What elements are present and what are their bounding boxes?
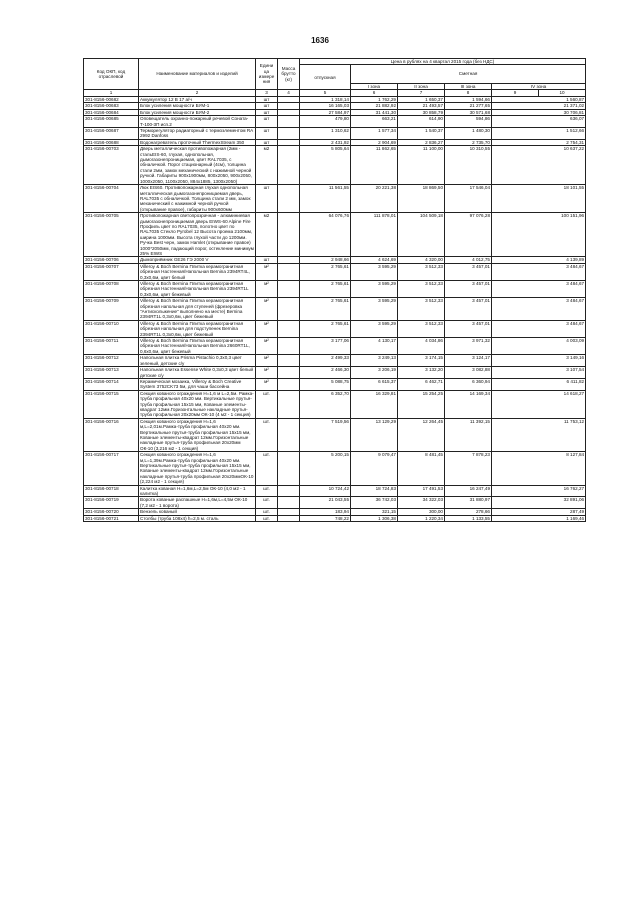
table-row	[84, 452, 586, 485]
row-zone-1-price: 663,21	[351, 116, 398, 128]
row-zone-4-price: 1 512,66	[492, 128, 586, 140]
column-number: 5	[300, 90, 351, 97]
row-zone-3-price: 1 594,66	[445, 97, 492, 103]
row-code: 301-8156-00717	[84, 452, 139, 485]
row-release-price: 183,94	[300, 509, 351, 515]
row-release-price: 5 805,64	[300, 146, 351, 185]
row-code: 301-8156-00707	[84, 263, 139, 280]
row-zone-1-price: 1 306,38	[351, 515, 398, 521]
row-unit: шт.	[256, 509, 278, 515]
row-zone-3-price: 594,86	[445, 116, 492, 128]
row-release-price: 27 584,97	[300, 109, 351, 115]
row-mass	[278, 263, 300, 280]
row-release-price: 748,22	[300, 515, 351, 521]
table-row	[84, 116, 586, 128]
row-zone-4-price: 1 560,87	[492, 97, 586, 103]
table-row	[84, 320, 586, 337]
row-name: Терморегулятор радиаторный с термоэлементом RA 2992 Danfoss	[139, 128, 256, 140]
row-unit: шт	[256, 185, 278, 213]
row-mass	[278, 378, 300, 390]
row-release-price: 7 519,56	[300, 418, 351, 451]
row-zone-1-price: 4 130,17	[351, 338, 398, 355]
row-zone-2-price: 614,90	[398, 116, 445, 128]
header-name: Наименование материалов и изделий	[139, 59, 256, 90]
row-code: 301-8156-00714	[84, 378, 139, 390]
row-zone-1-price: 3 595,29	[351, 281, 398, 298]
row-zone-4-price: 18 101,55	[492, 185, 586, 213]
row-zone-1-price: 18 724,83	[351, 485, 398, 497]
row-unit: м²	[256, 298, 278, 321]
row-zone-2-price: 11 100,00	[398, 146, 445, 185]
row-zone-2-price: 104 509,18	[398, 213, 445, 257]
table-row	[84, 338, 586, 355]
row-unit: шт	[256, 97, 278, 103]
row-zone-1-price: 9 079,47	[351, 452, 398, 485]
column-number-row	[84, 90, 586, 97]
row-zone-3-price: 278,66	[445, 509, 492, 515]
row-unit: шт	[256, 116, 278, 128]
row-name: Секция кованого ограждения Н=1,6 м,L=2,01м.Рамка-труба профильная 40х20 мм. Вертикальные прутья-труба профильная 15х15 мм, Кованые элементы-квадрат 12мм.Горизонтальные накладные прутья-труба профильная 20х20мм ОК-10 (3,216 м2 - 1 секция)	[139, 418, 256, 451]
row-zone-2-price: 34 322,03	[398, 497, 445, 509]
row-unit: шт.	[256, 452, 278, 485]
row-code: 301-8156-00721	[84, 515, 139, 521]
row-zone-4-price: 287,49	[492, 509, 586, 515]
row-code: 301-8156-00720	[84, 509, 139, 515]
row-zone-3-price: 3 124,17	[445, 355, 492, 367]
row-unit: шт	[256, 257, 278, 263]
row-release-price: 2 765,61	[300, 320, 351, 337]
row-code: 301-8156-00688	[84, 139, 139, 145]
row-zone-4-price: 10 637,22	[492, 146, 586, 185]
row-zone-3-price: 3 457,01	[445, 298, 492, 321]
row-zone-2-price: 6 462,71	[398, 378, 445, 390]
header-zone-2: II зона	[398, 83, 445, 89]
row-zone-2-price: 1 540,37	[398, 128, 445, 140]
row-zone-3-price: 4 012,75	[445, 257, 492, 263]
row-zone-3-price: 97 076,28	[445, 213, 492, 257]
row-zone-1-price: 3 595,29	[351, 298, 398, 321]
row-unit: шт.	[256, 515, 278, 521]
header-mass: Масса брутто (кг)	[278, 59, 300, 90]
row-zone-1-price: 31 441,30	[351, 109, 398, 115]
column-number: 7	[398, 90, 445, 97]
row-mass	[278, 497, 300, 509]
row-mass	[278, 146, 300, 185]
column-number: 6	[351, 90, 398, 97]
row-unit: шт.	[256, 418, 278, 451]
row-mass	[278, 281, 300, 298]
column-number: 9	[492, 90, 539, 97]
row-zone-3-price: 3 082,88	[445, 367, 492, 379]
row-zone-3-price: 31 880,97	[445, 497, 492, 509]
row-zone-4-price: 2 754,31	[492, 139, 586, 145]
row-release-price: 479,80	[300, 116, 351, 128]
row-zone-4-price: 1 169,46	[492, 515, 586, 521]
row-zone-4-price: 4 003,09	[492, 338, 586, 355]
row-zone-3-price: 1 133,55	[445, 515, 492, 521]
row-mass	[278, 320, 300, 337]
table-row	[84, 418, 586, 451]
row-name: Вензель кованый	[139, 509, 256, 515]
row-release-price: 2 765,61	[300, 298, 351, 321]
row-name: Напольная плитка Essense White 0,3х0,3 цвет белый детские с/у	[139, 367, 256, 379]
row-code: 301-8156-00708	[84, 281, 139, 298]
row-zone-1-price: 3 249,13	[351, 355, 398, 367]
row-zone-2-price: 4 034,86	[398, 338, 445, 355]
row-code: 301-8156-00716	[84, 418, 139, 451]
row-zone-2-price: 3 132,20	[398, 367, 445, 379]
row-name: Калитка кованая Н=1,6м,L=2,5м ОК-10 (4,0 м2 - 1 калитка)	[139, 485, 256, 497]
row-zone-1-price: 321,15	[351, 509, 398, 515]
column-number: 1	[84, 90, 139, 97]
row-name: Столбы (труба 108х4) h=2,5 м. сталь	[139, 515, 256, 521]
row-mass	[278, 515, 300, 521]
header-zone-4: IV зона	[492, 83, 586, 89]
row-name: Villeroy & Boch Bernina Плитка керамогранитная обрезная напольная для ступеней (фрезеровка "Антискольжение" выполнено на месте) Bernina 2394RT1L 0,3х0,6м, цвет бежевый	[139, 298, 256, 321]
row-zone-4-price: 100 151,96	[492, 213, 586, 257]
row-mass	[278, 213, 300, 257]
column-number: 2	[139, 90, 256, 97]
row-zone-4-price: 16 762,27	[492, 485, 586, 497]
row-code: 301-8156-00687	[84, 128, 139, 140]
table-row	[84, 378, 586, 390]
row-zone-2-price: 17 491,53	[398, 485, 445, 497]
row-code: 301-8156-00709	[84, 298, 139, 321]
row-zone-3-price: 16 247,49	[445, 485, 492, 497]
row-zone-3-price: 14 169,34	[445, 390, 492, 418]
row-zone-3-price: 3 457,01	[445, 263, 492, 280]
row-zone-1-price: 2 904,69	[351, 139, 398, 145]
header-zone-3: III зона	[445, 83, 492, 89]
column-number: 3	[256, 90, 278, 97]
table-row	[84, 485, 586, 497]
row-zone-1-price: 3 595,29	[351, 263, 398, 280]
row-name: Ворота кованые распашные Н=1,6м,L=4,5м ОК-10 (7,2 м2 - 1 ворота)	[139, 497, 256, 509]
row-mass	[278, 485, 300, 497]
row-mass	[278, 128, 300, 140]
row-zone-2-price: 3 512,33	[398, 320, 445, 337]
row-unit: шт	[256, 103, 278, 109]
row-name: Villeroy & Boch Bernina Плитка керамогранитная обрезная напольная для подступенек Bernina 2394RT1L 0,3х0,6м, цвет бежевый	[139, 320, 256, 337]
row-code: 301-8156-00710	[84, 320, 139, 337]
row-release-price: 2 466,30	[300, 367, 351, 379]
page-number: 1636	[311, 36, 329, 45]
row-code: 301-8156-00715	[84, 390, 139, 418]
row-unit: шт.	[256, 485, 278, 497]
table-row	[84, 515, 586, 521]
row-zone-3-price: 10 310,55	[445, 146, 492, 185]
row-zone-3-price: 3 971,32	[445, 338, 492, 355]
table-row	[84, 298, 586, 321]
row-name: Секция кованого ограждения Н=1,6 м L=2,5м. Рамка-труба профильная 40х20 мм. Вертикальные прутья-труба профильная 15х15 мм, Кованые элементы-квадрат 12мм.Горизонтальные накладные прутья-труба профильная 20х20мм ОК-10 (4 м2 - 1 секция)	[140, 390, 254, 418]
row-zone-3-price: 30 571,68	[445, 109, 492, 115]
row-code: 301-8156-00711	[84, 338, 139, 355]
row-code: 301-8156-00684	[84, 109, 139, 115]
row-zone-4-price: 636,07	[492, 116, 586, 128]
row-zone-4-price: 3 484,67	[492, 320, 586, 337]
row-release-price: 6 352,70	[300, 390, 351, 418]
row-name: Напольная плитка Prisma Pistachio 0,3х0,3 цвет зеленый, детские с/у	[139, 355, 256, 367]
row-zone-2-price: 30 858,79	[398, 109, 445, 115]
row-zone-2-price: 12 264,45	[398, 418, 445, 451]
row-zone-4-price: 14 618,27	[492, 390, 586, 418]
row-zone-4-price: 30 706,81	[492, 109, 586, 115]
row-release-price: 10 724,42	[300, 485, 351, 497]
row-zone-3-price: 1 480,30	[445, 128, 492, 140]
row-zone-4-price: 3 149,16	[492, 355, 586, 367]
row-zone-2-price: 8 481,45	[398, 452, 445, 485]
table-row	[84, 390, 586, 418]
row-zone-3-price: 7 878,23	[445, 452, 492, 485]
header-price-group: Цена в рублях на 4 квартал 2015 года (без НДС)	[300, 59, 586, 65]
row-zone-3-price: 3 457,01	[445, 320, 492, 337]
column-number: 8	[445, 90, 492, 97]
row-unit: шт	[256, 128, 278, 140]
row-zone-2-price: 18 869,50	[398, 185, 445, 213]
column-number: 4	[278, 90, 300, 97]
header-unit: Едини ца измере ния	[256, 59, 278, 90]
row-zone-1-price: 3 595,29	[351, 320, 398, 337]
row-zone-4-price: 11 753,12	[492, 418, 586, 451]
row-zone-2-price: 300,00	[398, 509, 445, 515]
row-unit: м²	[256, 338, 278, 355]
row-zone-1-price: 36 742,03	[351, 497, 398, 509]
row-unit: шт.	[256, 390, 278, 418]
row-name: Дверь металлическая противопожарная (2мм - стальEIS-60, глухая, однопольная, дымогазонепроницаемая, цвет RAL7035, с обналичкой. Порог стационарный (4см), толщина стали 2мм, замок механический с нажимной черной ручкой. Габариты 900х1900мм, 800х2050, 900х2050, 1000х2050, 1100х2050, 884х1885, 1300х2050)	[139, 146, 256, 185]
row-zone-2-price: 3 174,15	[398, 355, 445, 367]
table-row	[84, 146, 586, 185]
row-release-price: 1 310,62	[300, 128, 351, 140]
row-zone-2-price: 3 512,33	[398, 263, 445, 280]
row-release-price: 1 318,14	[300, 97, 351, 103]
row-zone-3-price: 6 360,94	[445, 378, 492, 390]
row-name: Секция кованого ограждения Н=1,6 м,L=1,39м.Рамка-труба профильная 40х20 мм. Вертикальные прутья-труба профильная 15х15 мм, Кованые элементы-квадрат 12мм.Горизонтальные накладные прутья-труба профильная 20х20ммОК-10 (2,224 м2 - 1 секция)	[139, 452, 256, 485]
row-unit: м2	[256, 213, 278, 257]
row-name: Водонагреватель проточный ThermexStream 350	[139, 139, 256, 145]
row-release-price: 2 431,92	[300, 139, 351, 145]
row-zone-4-price: 4 139,89	[492, 257, 586, 263]
row-code: 301-8156-00718	[84, 485, 139, 497]
row-zone-1-price: 6 615,37	[351, 378, 398, 390]
row-zone-2-price: 21 493,57	[398, 103, 445, 109]
row-zone-4-price: 3 484,67	[492, 281, 586, 298]
row-name: Блок усиления мощности БУМ-1	[139, 103, 256, 109]
header-code: Код ОКП, код отраслевой	[84, 59, 139, 90]
row-zone-4-price: 32 891,06	[492, 497, 586, 509]
row-zone-1-price: 21 882,92	[351, 103, 398, 109]
row-zone-1-price: 11 862,65	[351, 146, 398, 185]
row-zone-3-price: 11 392,15	[445, 418, 492, 451]
table-row	[84, 263, 586, 280]
row-zone-1-price: 20 221,38	[351, 185, 398, 213]
price-table	[83, 58, 586, 522]
row-release-price: 2 765,61	[300, 281, 351, 298]
row-mass	[278, 298, 300, 321]
row-zone-1-price: 111 878,01	[351, 213, 398, 257]
row-name: Villeroy & Boch Bernina Плитка керамогранитная обрезная Настенная/Напольная Bernina 2394RT4L, 0,3х0,6м, цвет белый	[139, 263, 256, 280]
table-row	[84, 185, 586, 213]
row-zone-1-price: 1 577,34	[351, 128, 398, 140]
row-release-price: 5 200,15	[300, 452, 351, 485]
row-name: Villeroy & Boch Bernina Плитка керамогранитная обрезная Настенная/Напольная Bernina 2394RT1L 0,3х0,6м, цвет бежевый	[139, 281, 256, 298]
row-mass	[278, 355, 300, 367]
row-code: 301-8156-00712	[84, 355, 139, 367]
row-mass	[278, 367, 300, 379]
row-release-price: 16 165,03	[300, 103, 351, 109]
row-zone-1-price: 3 206,19	[351, 367, 398, 379]
row-zone-2-price: 15 254,25	[398, 390, 445, 418]
row-zone-2-price: 4 320,00	[398, 257, 445, 263]
row-name: Villeroy & Boch Bernina Плитка керамогранитная обрезная Настенная/Напольная Bernina 2660RT1L, 0,6х0,6м, цвет бежевый	[139, 338, 256, 355]
row-zone-3-price: 2 735,70	[445, 139, 492, 145]
row-unit: м²	[256, 263, 278, 280]
row-zone-1-price: 4 624,69	[351, 257, 398, 263]
row-zone-4-price: 6 411,82	[492, 378, 586, 390]
row-name: Керамическая мозаика, Villeroy & Boch Creative System 3752CK73 5м, для чаши бассейна	[139, 378, 256, 390]
row-zone-4-price: 8 127,84	[492, 452, 586, 485]
table-row	[84, 497, 586, 509]
row-unit: м²	[256, 355, 278, 367]
row-name: Блок усиления мощности БУМ-2	[139, 109, 256, 115]
table-row	[84, 128, 586, 140]
row-zone-2-price: 1 220,34	[398, 515, 445, 521]
row-name: Люк EIS60. Противопожарная глухая однопольная металлическая дымогазонепроницаемая дверь, RAL7035 с обналичкой. Толщина стали 2 мм, замок механический с нажимной черной ручкой (открывание правое), габариты 900х600мм	[139, 185, 256, 213]
header-release: отпускная	[300, 65, 351, 90]
row-code: 301-8156-00682	[84, 97, 139, 103]
row-unit: шт	[256, 109, 278, 115]
row-mass	[278, 452, 300, 485]
row-release-price: 11 561,55	[300, 185, 351, 213]
row-unit: шт.	[256, 497, 278, 509]
row-mass	[278, 116, 300, 128]
table-row	[84, 213, 586, 257]
row-mass	[278, 338, 300, 355]
row-mass	[278, 185, 300, 213]
row-release-price: 21 043,55	[300, 497, 351, 509]
row-name: Дымоприёмник GE26 ГЭ 2000 V	[139, 257, 256, 263]
row-zone-2-price: 3 512,33	[398, 281, 445, 298]
header-estimate: Сметная	[351, 65, 586, 83]
table-row	[84, 367, 586, 379]
row-zone-4-price: 21 371,02	[492, 103, 586, 109]
row-zone-4-price: 3 107,54	[492, 367, 586, 379]
header-zone-1: I зона	[351, 83, 398, 89]
row-zone-3-price: 17 546,04	[445, 185, 492, 213]
row-code: 301-8156-00704	[84, 185, 139, 213]
row-unit: м²	[256, 281, 278, 298]
column-number: 10	[539, 90, 586, 97]
row-zone-3-price: 3 457,01	[445, 281, 492, 298]
row-release-price: 64 076,76	[300, 213, 351, 257]
row-mass	[278, 390, 300, 418]
row-name: Противопожарная светопрозрачная - алюминиевая дымогазонепроницаемая дверь EIWS-60 Alpine Fire Профиль цвет по RAL7035, полотно цвет по RAL7035 Стекло Pyrobel 12 Высота проема 2100мм, ширина 1000мм. Высота глухой части до 1200мм. Ручка Best черн, замок Hamlet (открывание правое) 1000*2050мм, падающий порог, остекление минимум 25% EIWS	[140, 213, 254, 256]
row-code: 301-8156-00683	[84, 103, 139, 109]
row-code: 301-8156-00713	[84, 367, 139, 379]
row-zone-4-price: 3 484,67	[492, 263, 586, 280]
row-zone-2-price: 2 836,27	[398, 139, 445, 145]
row-name: Оповещатель охранно-пожарный речевой Соната-Т-100-3П исп.2	[139, 116, 256, 128]
row-code: 301-8156-00705	[84, 213, 139, 257]
row-code: 301-8156-00719	[84, 497, 139, 509]
table-row	[84, 355, 586, 367]
row-zone-1-price: 16 329,81	[351, 390, 398, 418]
row-release-price: 5 088,75	[300, 378, 351, 390]
row-code: 301-8156-00685	[84, 116, 139, 128]
row-code: 301-8156-00703	[84, 146, 139, 185]
row-unit: м²	[256, 320, 278, 337]
row-zone-1-price: 13 129,29	[351, 418, 398, 451]
row-unit: м²	[256, 378, 278, 390]
row-unit: м2	[256, 146, 278, 185]
row-zone-1-price: 1 762,29	[351, 97, 398, 103]
row-zone-3-price: 21 277,65	[445, 103, 492, 109]
table-row	[84, 281, 586, 298]
row-zone-2-price: 1 650,37	[398, 97, 445, 103]
row-code: 301-8156-00706	[84, 257, 139, 263]
row-zone-2-price: 3 512,33	[398, 298, 445, 321]
row-name: Аккумулятор 12 В 17 а/ч	[139, 97, 256, 103]
row-release-price: 2 499,33	[300, 355, 351, 367]
row-unit: м²	[256, 367, 278, 379]
row-release-price: 2 765,61	[300, 263, 351, 280]
row-mass	[278, 418, 300, 451]
row-release-price: 2 948,66	[300, 257, 351, 263]
row-zone-4-price: 3 484,67	[492, 298, 586, 321]
row-unit: шт	[256, 139, 278, 145]
row-release-price: 3 177,06	[300, 338, 351, 355]
